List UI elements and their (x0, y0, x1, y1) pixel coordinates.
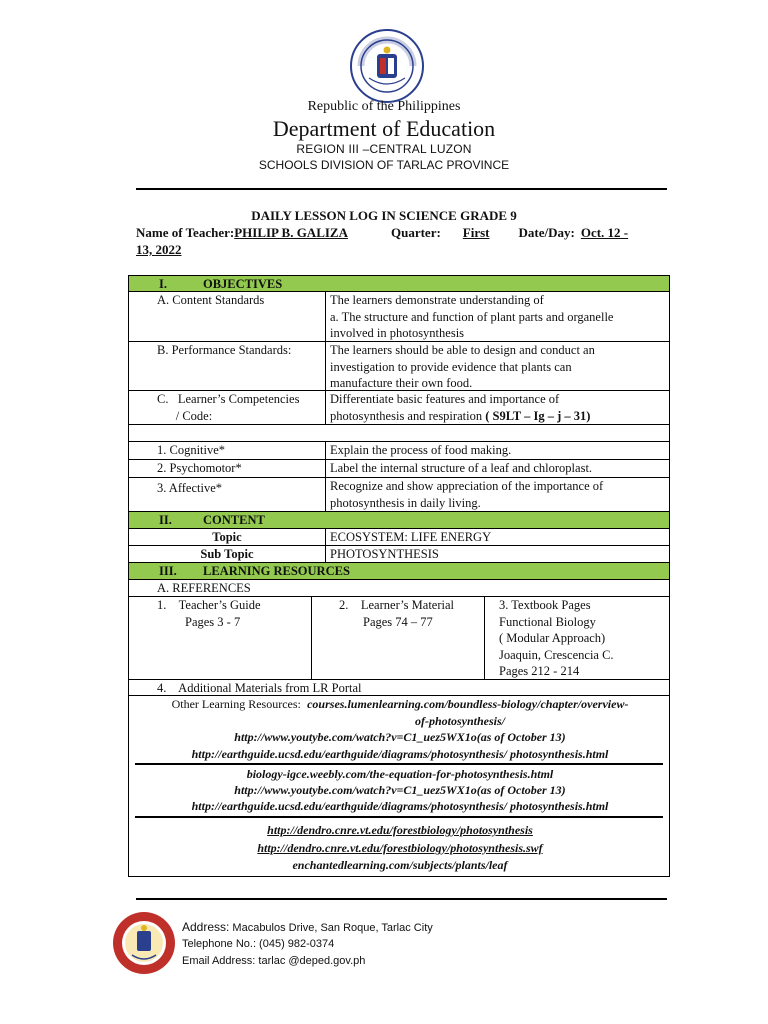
header-divider (136, 188, 667, 190)
content-standards-line: a. The structure and function of plant parts and organelle (330, 309, 614, 324)
other-resources-row (128, 696, 670, 877)
competencies-row (128, 391, 670, 425)
date-value-a: Oct. 12 - (580, 225, 629, 240)
competencies-label (153, 391, 325, 424)
resource-link[interactable]: biology-igce.weebly.com/the-equation-for-photosynthesis.html (246, 767, 554, 781)
affective-line: photosynthesis in daily living. (330, 495, 481, 510)
topic-row (128, 529, 670, 546)
cognitive-label: 1. Cognitive* (157, 443, 226, 457)
resource-link[interactable]: http://www.youtybe.com/watch?v=C1_uez5WX1o(as of October 13) (234, 730, 566, 744)
footer-address (182, 920, 433, 934)
psychomotor-label: 2. Psychomotor* (157, 461, 242, 475)
resource-link[interactable]: http://www.youtybe.com/watch?v=C1_uez5WX1o(as of October 13) (234, 783, 566, 797)
performance-standards-text (326, 342, 599, 390)
objectives-title: OBJECTIVES (203, 277, 283, 291)
footer-email: Email Address: tarlac @deped.gov.ph (182, 955, 366, 967)
subtopic-label: Sub Topic (200, 547, 254, 561)
textbook-line: Pages 212 - 214 (499, 664, 580, 678)
teacher-info-line (136, 224, 676, 258)
teachers-guide-title: 1. Teacher’s Guide (157, 598, 261, 612)
content-standards-line: involved in photosynthesis (330, 326, 465, 340)
division-seal-logo (112, 911, 176, 975)
teachers-guide-pages: Pages 3 - 7 (185, 614, 241, 629)
affective-label: 3. Affective* (157, 481, 223, 495)
other-resources-block-3 (135, 822, 665, 875)
performance-standards-line: investigation to provide evidence that plants can (330, 359, 572, 374)
competencies-line: photosynthesis and respiration (330, 408, 486, 423)
affective-line: Recognize and show appreciation of the importance of (330, 479, 604, 493)
subtopic-row (128, 546, 670, 563)
reference-materials-row (128, 597, 670, 680)
topic-value: ECOSYSTEM: LIFE ENERGY (330, 530, 492, 544)
teacher-label: Name of Teacher: (136, 225, 235, 240)
references-row (128, 580, 670, 597)
textbook-cell (495, 597, 618, 679)
psychomotor-text: Label the internal structure of a leaf and chloroplast. (330, 461, 593, 475)
region-text: REGION III –CENTRAL LUZON (296, 142, 472, 156)
additional-materials-row (128, 680, 670, 696)
learners-material-cell (335, 597, 458, 679)
resource-link[interactable]: http://earthguide.ucsd.edu/earthguide/diagrams/photosynthesis/ photosynthesis.html (191, 746, 609, 761)
competencies-label-line: / Code: (157, 408, 213, 423)
cognitive-row (128, 442, 670, 460)
quarter-label: Quarter: (390, 225, 441, 240)
resource-link[interactable]: of-photosynthesis/ (414, 713, 505, 728)
topic-label: Topic (212, 530, 242, 544)
textbook-line: Joaquin, Crescencia C. (499, 647, 614, 662)
performance-standards-line: The learners should be able to design and conduct an (330, 343, 595, 357)
affective-text (326, 478, 607, 511)
address-label: Address: (182, 920, 230, 934)
content-standards-label: A. Content Standards (157, 293, 265, 307)
affective-row (128, 478, 670, 512)
subtopic-value: PHOTOSYNTHESIS (330, 547, 439, 561)
other-resources-block-2 (135, 766, 665, 814)
resources-divider (135, 763, 663, 765)
date-label: Date/Day: (518, 225, 575, 240)
footer-telephone: Telephone No.: (045) 982-0374 (182, 938, 335, 950)
republic-text: Republic of the Philippines (307, 99, 461, 114)
other-resources-block (135, 696, 665, 762)
address-value: Macabulos Drive, San Roque, Tarlac City (229, 922, 433, 934)
performance-standards-label: B. Performance Standards: (157, 343, 292, 357)
division-text: SCHOOLS DIVISION OF TARLAC PROVINCE (258, 158, 510, 172)
resource-link[interactable]: courses.lumenlearning.com/boundless-biology/chapter/overview- (307, 697, 629, 711)
resource-link[interactable]: http://dendro.cnre.vt.edu/forestbiology/photosynthesis (267, 823, 533, 837)
resource-link[interactable]: http://earthguide.ucsd.edu/earthguide/diagrams/photosynthesis/ photosynthesis.html (191, 799, 609, 813)
department-title: Department of Education (272, 116, 496, 141)
competencies-text (326, 391, 594, 424)
quarter-value: First (462, 225, 490, 240)
objectives-header-row (128, 275, 670, 292)
competency-code: ( S9LT – Ig – j – 31) (485, 408, 591, 423)
performance-standards-row (128, 342, 670, 391)
psychomotor-row (128, 460, 670, 478)
content-standards-text (326, 292, 617, 341)
textbook-line: 3. Textbook Pages (499, 598, 591, 612)
resources-divider (135, 816, 663, 818)
learners-material-title: 2. Learner’s Material (339, 598, 454, 612)
deped-seal-logo (349, 28, 425, 104)
references-label: A. REFERENCES (157, 581, 251, 595)
resource-link[interactable]: http://dendro.cnre.vt.edu/forestbiology/photosynthesis.swf (257, 840, 543, 855)
textbook-line: Functional Biology (499, 614, 596, 629)
content-num: II. (159, 513, 172, 527)
learners-material-pages: Pages 74 – 77 (363, 614, 433, 629)
content-title: CONTENT (203, 513, 265, 527)
teachers-guide-cell (153, 597, 265, 679)
resources-num: III. (159, 564, 177, 578)
performance-standards-line: manufacture their own food. (330, 376, 473, 390)
date-value-b: 13, 2022 (136, 242, 182, 257)
resource-link[interactable]: enchantedlearning.com/subjects/plants/leaf (292, 858, 508, 872)
cognitive-text: Explain the process of food making. (330, 443, 512, 457)
other-resources-label: Other Learning Resources: (171, 697, 301, 711)
resources-title: LEARNING RESOURCES (203, 564, 350, 578)
content-standards-row (128, 292, 670, 342)
content-standards-line: The learners demonstrate understanding of (330, 293, 544, 307)
resources-header-row (128, 563, 670, 580)
content-header-row (128, 512, 670, 529)
lesson-log-title: DAILY LESSON LOG IN SCIENCE GRADE 9 (251, 208, 517, 223)
additional-materials-label: 4. Additional Materials from LR Portal (157, 681, 362, 695)
competencies-line: Differentiate basic features and importance of (330, 392, 560, 406)
textbook-line: ( Modular Approach) (499, 631, 606, 645)
teacher-name: PHILIP B. GALIZA (234, 225, 348, 240)
objectives-num: I. (159, 277, 167, 291)
footer-divider (136, 898, 667, 900)
competencies-label-line: C. Learner’s Competencies (157, 392, 300, 406)
blank-row (128, 425, 670, 442)
